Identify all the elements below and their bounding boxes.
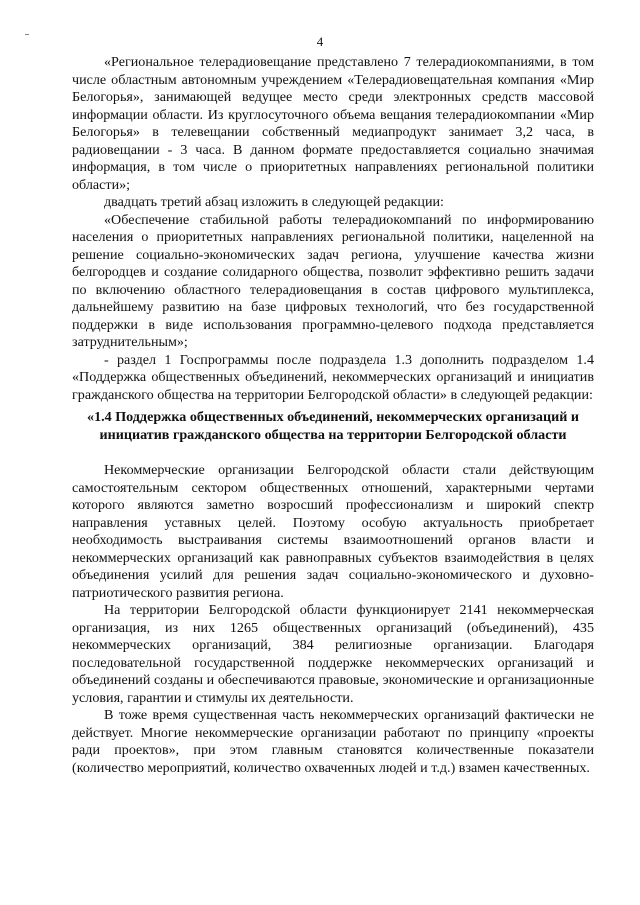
section-gap: [72, 444, 594, 462]
paragraph-section-addition: - раздел 1 Госпрограммы после подраздела 1.3 дополнить подразделом 1.4 «Поддержка общественных объединений, некоммерческих организаций и инициатив гражданского общества на территории Белгородской области» в следующей редакции:: [72, 351, 594, 403]
page-number: 4: [316, 34, 324, 49]
section-heading: «1.4 Поддержка общественных объединений, некоммерческих организаций и инициатив гражданского общества на территории Белгородской области: [87, 409, 579, 443]
paragraph-nko-problems: В тоже время существенная часть некоммерческих организаций фактически не действует. Многие некоммерческие организации работают по принципу «проекты ради проектов», при этом главным становятся количественные показатели (количество мероприятий, количество охваченных людей и т.д.) взамен качественных.: [72, 707, 594, 776]
paragraph-regional-broadcasting: «Региональное телерадиовещание представлено 7 телерадиокомпаниями, в том числе областным автономным учреждением «Телерадиовещательная компания «Мир Белогорья», занимающей ведущее место среди электронных средств массовой информации области. Из круглосуточного объема вещания телерадиокомпании «Мир Белогорья» в телевещании собственный медиапродукт занимает 3,2 часа, в радиовещании - 3 часа. В данном формате предоставляется социально значимая информация, в том числе о приоритетных направлениях региональной политики области»;: [72, 54, 594, 193]
paragraph-amendment-instruction: двадцать третий абзац изложить в следующей редакции:: [104, 194, 444, 210]
paragraph-broadcasting-support: «Обеспечение стабильной работы телерадиокомпаний по информированию населения о приоритетных направлениях региональной политики, нацеленной на решение социально-экономических задач региона, улучшение качества жизни белгородцев и создание солидарного общества, позволит эффективно решить задачи по включению областного телерадиовещания в состав цифрового мультиплекса, дальнейшему развитию на базе цифровых технологий, что без государственной поддержки в виде использования программно-целевого подхода представляется затруднительным»;: [72, 211, 594, 350]
paragraph-nko-statistics: На территории Белгородской области функционирует 2141 некоммерческая организация, из них 1265 общественных организаций (объединений), 435 некоммерческих организаций, 384 религиозные организации. Благодаря последовательной государственной поддержке некоммерческих организаций и объединений созданы и обеспечиваются правовые, экономические и организационные условия, гарантии и стимулы их деятельности.: [72, 602, 594, 706]
document-body: [72, 54, 594, 777]
paragraph-nko-sector: Некоммерческие организации Белгородской области стали действующим самостоятельным сектором общественных отношений, характерными чертами которого являются заметно возросший профессионализм и широкий спектр направления уставных целей. Поэтому особую актуальность приобретает необходимость выстраивания системы взаимоотношений органов власти и некоммерческих организаций как равноправных субъектов взаимодействия в целях объединения усилий для решения задач социально-экономического и духовно-патриотического развития региона.: [72, 462, 594, 601]
